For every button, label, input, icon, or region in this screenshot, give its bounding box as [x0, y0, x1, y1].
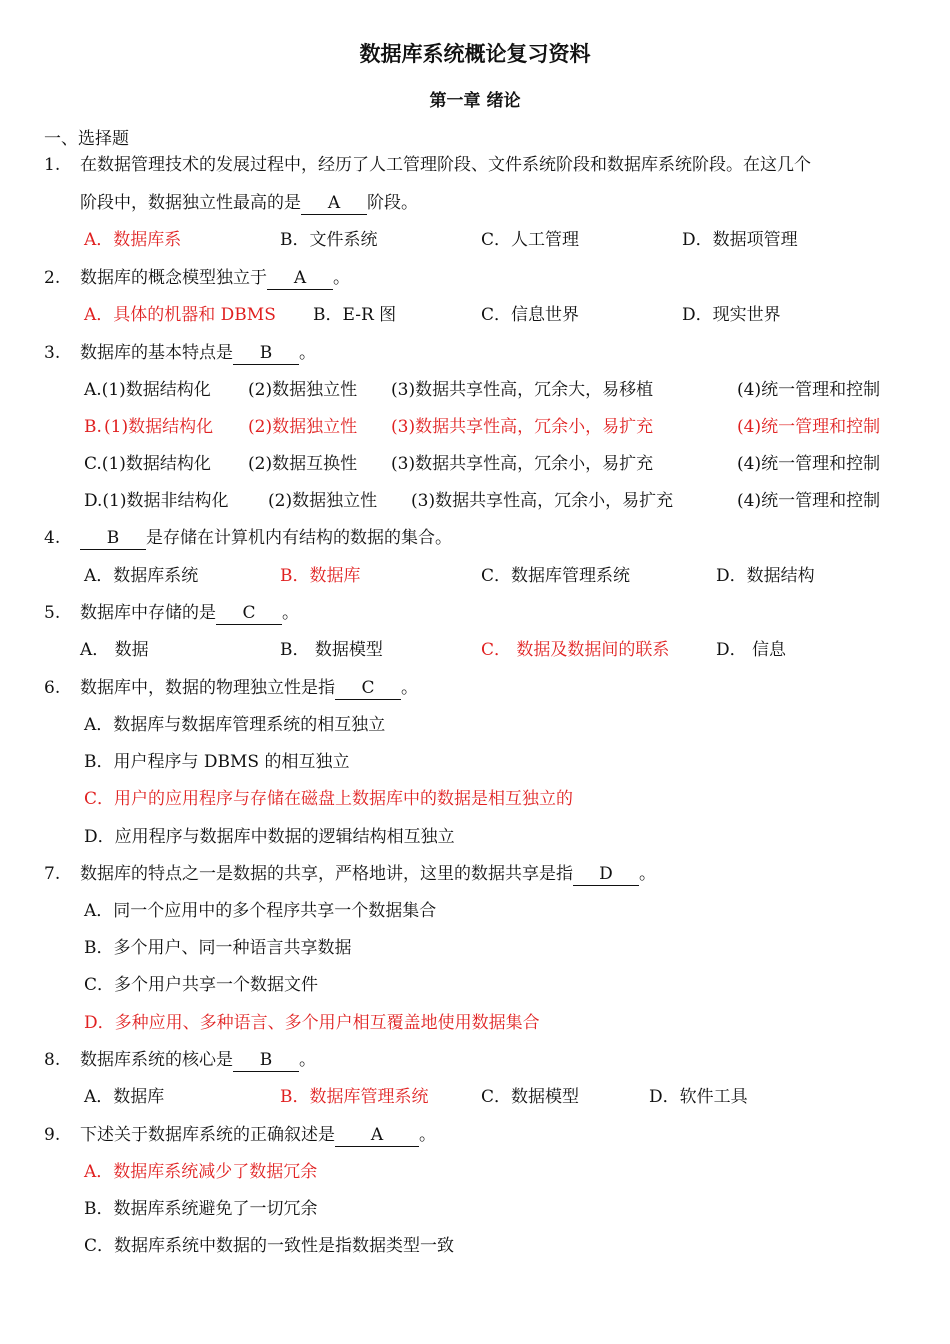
option-part: (1)数据结构化 [104, 417, 214, 437]
option-a: A．数据库与数据库管理系统的相互独立 [84, 715, 386, 735]
option-d: D． 信息 [716, 640, 787, 660]
option-c: C．数据模型 [481, 1087, 580, 1107]
option-c [0, 451, 950, 477]
option-part: (2)数据独立性 [268, 491, 378, 511]
question-text: 。 [333, 268, 350, 288]
option-a: A．具体的机器和 DBMS [84, 305, 276, 325]
question-number: 1. [44, 155, 61, 175]
option-b: B．数据库系统避免了一切冗余 [84, 1199, 318, 1219]
answer-blank: B [233, 342, 299, 365]
question-text: 数据库的概念模型独立于 [80, 268, 267, 288]
question-text: 。 [401, 678, 418, 698]
answer-blank: C [335, 677, 401, 700]
question-text: 数据库的基本特点是 [80, 343, 233, 363]
option-d: D．软件工具 [649, 1087, 748, 1107]
section-heading: 一、选择题 [44, 129, 129, 149]
answer-blank: B [233, 1049, 299, 1072]
option-b: B．数据库管理系统 [280, 1087, 429, 1107]
question-text: 是存储在计算机内有结构的数据的集合。 [146, 528, 452, 548]
question-number: 3. [44, 343, 61, 363]
option-d: D．现实世界 [682, 305, 781, 325]
options-q4 [0, 563, 950, 589]
answer-blank: A [301, 192, 367, 215]
option-b: B．用户程序与 DBMS 的相互独立 [84, 752, 350, 772]
option-a: A．数据库系统 [84, 566, 199, 586]
option-a: A．数据库系统减少了数据冗余 [84, 1162, 318, 1182]
chapter-heading: 第一章 绪论 [429, 91, 521, 111]
option-part: (2)数据互换性 [248, 454, 358, 474]
question-text: 数据库的特点之一是数据的共享，严格地讲，这里的数据共享是指 [80, 864, 573, 884]
question-text: 阶段。 [367, 193, 418, 213]
option-part: D.(1)数据非结构化 [84, 491, 229, 511]
option-c: C．信息世界 [481, 305, 580, 325]
question-text: 数据库中存储的是 [80, 603, 216, 623]
option-a: A． 数据 [80, 640, 149, 660]
option-part: (4)统一管理和控制 [737, 380, 881, 400]
options-q8 [0, 1084, 950, 1110]
option-d [0, 488, 950, 514]
document-title: 数据库系统概论复习资料 [359, 42, 591, 66]
question-number: 9. [44, 1125, 61, 1145]
question-number: 7. [44, 864, 61, 884]
option-part: (3)数据共享性高，冗余小，易扩充 [391, 454, 654, 474]
question-text: 数据库系统的核心是 [80, 1050, 233, 1070]
answer-blank: B [80, 527, 146, 550]
option-d: D．数据项管理 [682, 230, 798, 250]
option-c: C． 数据及数据间的联系 [481, 640, 670, 660]
question-text: 。 [639, 864, 656, 884]
question-text: 。 [282, 603, 299, 623]
question-text: 下述关于数据库系统的正确叙述是 [80, 1125, 335, 1145]
question-number: 4. [44, 528, 61, 548]
option-part: (3)数据共享性高，冗余小，易扩充 [391, 417, 654, 437]
question-number: 5. [44, 603, 61, 623]
option-part: C.(1)数据结构化 [84, 454, 211, 474]
option-a: A．数据库 [84, 1087, 165, 1107]
answer-blank: A [335, 1124, 419, 1147]
option-part: (4)统一管理和控制 [737, 454, 881, 474]
option-b: B．文件系统 [280, 230, 378, 250]
option-a [0, 377, 950, 403]
option-c: C．用户的应用程序与存储在磁盘上数据库中的数据是相互独立的 [84, 789, 574, 809]
option-part: (2)数据独立性 [248, 417, 358, 437]
question-text: 。 [299, 343, 316, 363]
question-number: 6. [44, 678, 61, 698]
option-b [0, 414, 950, 440]
option-part: (3)数据共享性高，冗余大，易移植 [391, 380, 654, 400]
option-c: C．多个用户共享一个数据文件 [84, 975, 319, 995]
option-part: (4)统一管理和控制 [737, 491, 881, 511]
option-b: B．数据库 [280, 566, 361, 586]
question-number: 2. [44, 268, 61, 288]
option-a: A．数据库系 [84, 230, 182, 250]
question-text: 在数据管理技术的发展过程中，经历了人工管理阶段、文件系统阶段和数据库系统阶段。在这几个 [80, 155, 811, 175]
option-part: A.(1)数据结构化 [84, 380, 211, 400]
option-b: B． 数据模型 [280, 640, 383, 660]
option-a: A．同一个应用中的多个程序共享一个数据集合 [84, 901, 437, 921]
answer-blank: A [267, 267, 333, 290]
option-part: (3)数据共享性高，冗余小，易扩充 [411, 491, 674, 511]
options-q5 [0, 637, 950, 663]
question-text: 数据库中，数据的物理独立性是指 [80, 678, 335, 698]
option-part: (4)统一管理和控制 [737, 417, 881, 437]
option-part: B. [84, 417, 102, 437]
question-text: 阶段中，数据独立性最高的是 [80, 193, 301, 213]
option-d: D．多种应用、多种语言、多个用户相互覆盖地使用数据集合 [84, 1013, 540, 1033]
options-q2 [0, 302, 950, 328]
option-c: C．人工管理 [481, 230, 580, 250]
option-part: (2)数据独立性 [248, 380, 358, 400]
question-number: 8. [44, 1050, 61, 1070]
question-1-line-2 [80, 190, 418, 216]
answer-blank: C [216, 602, 282, 625]
answer-blank: D [573, 863, 639, 886]
option-b: B．多个用户、同一种语言共享数据 [84, 938, 352, 958]
option-c: C．数据库系统中数据的一致性是指数据类型一致 [84, 1236, 455, 1256]
option-c: C．数据库管理系统 [481, 566, 631, 586]
option-b: B．E-R 图 [313, 305, 397, 325]
option-d: D．应用程序与数据库中数据的逻辑结构相互独立 [84, 827, 455, 847]
question-text: 。 [299, 1050, 316, 1070]
options-q1 [0, 227, 950, 253]
option-d: D．数据结构 [716, 566, 815, 586]
question-text: 。 [419, 1125, 436, 1145]
